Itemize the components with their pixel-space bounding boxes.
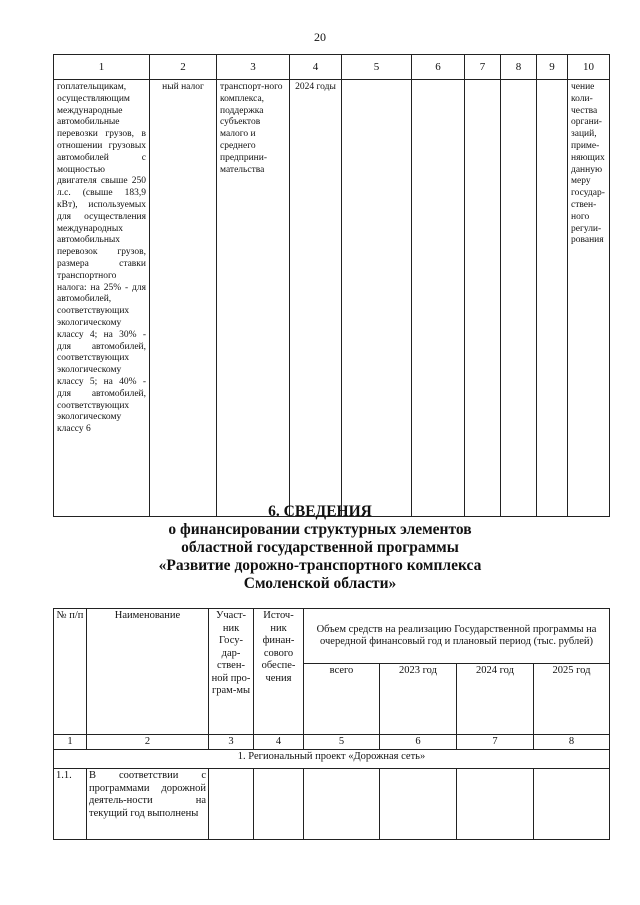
table-cell: [254, 769, 304, 840]
heading-line: Смоленской области»: [243, 575, 397, 592]
measure-description-cell: гоплательщикам, осуществляющим международные автомобильные перевозки грузов, в отношении грузовых автомобилей с мощностью двигателя свыше 250 л.с. (свыше 183,9 кВт), используемых для осуществления международных автомобильных перевозок грузов, размера ставки транспортного налога: на 25% - для автомобилей, соответствующих экологическому классу 4; на 30% - для автомобилей, соответствующих экологическому классу 5; на 40% - для автомобилей, соответствующих экологическому классу 6: [54, 80, 150, 517]
row-number: 1.1.: [54, 769, 87, 840]
column-number: 1: [54, 55, 150, 80]
column-number: 1: [54, 735, 87, 750]
section-title: 1. Региональный проект «Дорожная сеть»: [54, 750, 610, 769]
measures-table: [53, 54, 610, 517]
table-cell: [465, 80, 501, 517]
column-number: 10: [568, 55, 610, 80]
header-funding-source: Источ-ник финан-сового обеспе-чения: [254, 609, 304, 735]
header-total: всего: [304, 664, 380, 735]
column-number: 8: [534, 735, 610, 750]
header-year-2024: 2024 год: [457, 664, 534, 735]
column-number: 3: [217, 55, 290, 80]
row-name: В соответствии с программами дорожной деятель-ности на текущий год выполнены: [87, 769, 209, 840]
column-number: 6: [380, 735, 457, 750]
table-cell: [534, 769, 610, 840]
column-number: 5: [342, 55, 412, 80]
header-year-2023: 2023 год: [380, 664, 457, 735]
column-number: 3: [209, 735, 254, 750]
header-funding-volume: Объем средств на реализацию Государственной программы на очередной финансовый год и плановый период (тыс. рублей): [304, 609, 610, 664]
period-cell: 2024 годы: [290, 80, 342, 517]
column-number: 7: [457, 735, 534, 750]
column-number: 8: [501, 55, 537, 80]
table-cell: [209, 769, 254, 840]
section-heading: [0, 503, 640, 593]
header-year-2025: 2025 год: [534, 664, 610, 735]
indicator-cell: чение коли-чества органи-заций, приме-няющих данную меру государ-ствен-ного регули-рования: [568, 80, 610, 517]
heading-line: «Развитие дорожно-транспортного комплекса: [158, 557, 482, 574]
table-cell: [412, 80, 465, 517]
page-number: 20: [314, 30, 326, 44]
table-header-row: [54, 55, 610, 80]
table-cell: [304, 769, 380, 840]
heading-line: 6. СВЕДЕНИЯ: [268, 503, 372, 520]
section-row: [54, 750, 610, 769]
column-number: 7: [465, 55, 501, 80]
column-number: 4: [254, 735, 304, 750]
table-cell: [457, 769, 534, 840]
header-number: № п/п: [54, 609, 87, 735]
goal-cell: транспорт-ного комплекса, поддержка субъектов малого и среднего предприни-мательства: [217, 80, 290, 517]
table-cell: [380, 769, 457, 840]
column-number: 9: [537, 55, 568, 80]
table-cell: [342, 80, 412, 517]
table-row: [54, 80, 610, 517]
header-participant: Участ-ник Госу-дар-ствен-ной про-грам-мы: [209, 609, 254, 735]
heading-line: областной государственной программы: [181, 539, 459, 556]
tax-type-cell: ный налог: [150, 80, 217, 517]
table-cell: [537, 80, 568, 517]
column-numbers-row: [54, 735, 610, 750]
header-name: Наименование: [87, 609, 209, 735]
column-number: 4: [290, 55, 342, 80]
column-number: 2: [87, 735, 209, 750]
table-cell: [501, 80, 537, 517]
financing-table: [53, 608, 610, 840]
table-row: [54, 769, 610, 840]
column-number: 6: [412, 55, 465, 80]
heading-line: о финансировании структурных элементов: [168, 521, 472, 538]
column-number: 5: [304, 735, 380, 750]
table-header-row: [54, 609, 610, 664]
column-number: 2: [150, 55, 217, 80]
